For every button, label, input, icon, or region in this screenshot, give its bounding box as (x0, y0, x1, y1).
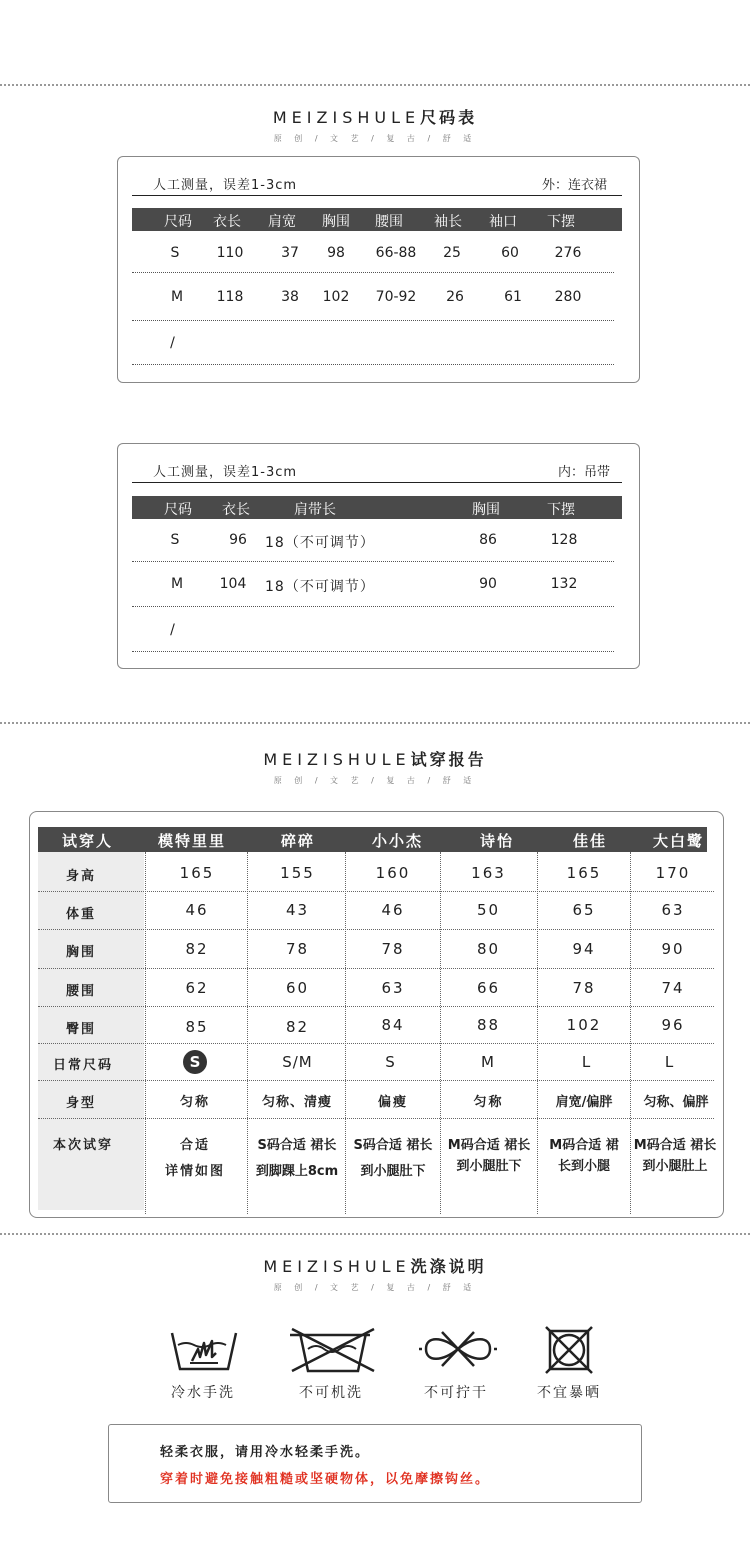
usual-size-value: L (664, 1053, 676, 1071)
table-cell: 276 (554, 245, 582, 261)
tagline: 原 创 / 文 艺 / 复 古 / 舒 适 (273, 1283, 477, 1292)
row-label: 本次试穿 (53, 1138, 114, 1153)
header-length: 衣长 (213, 214, 241, 230)
bust-value: 80 (476, 940, 501, 958)
row-label: 体重 (66, 907, 97, 922)
body-type-value: 匀称 (473, 1095, 504, 1110)
divider (0, 1233, 750, 1235)
table-cell: 61 (504, 289, 522, 305)
fit-result: M码合适 裙长 (633, 1138, 717, 1153)
height-value: 165 (179, 864, 215, 882)
header-model: 碎碎 (281, 832, 316, 850)
divider (0, 722, 750, 724)
tagline: 原 创 / 文 艺 / 复 古 / 舒 适 (273, 776, 477, 785)
fit-detail: 到脚踝上8cm (255, 1164, 339, 1179)
table-cell: 280 (554, 289, 582, 305)
table-cell: S (170, 245, 180, 261)
bust-value: 78 (381, 940, 405, 958)
hip-value: 84 (381, 1016, 405, 1034)
wash-heading (0, 1254, 750, 1293)
table-cell: / (170, 335, 175, 351)
hand-wash-icon (168, 1323, 240, 1375)
usual-size-badge (148, 1050, 242, 1074)
header-hem: 下摆 (547, 214, 575, 230)
table-cell: 37 (281, 245, 299, 261)
bust-value: 90 (661, 940, 685, 958)
weight-value: 46 (185, 901, 209, 919)
fit-result: S码合适 裙长 (257, 1138, 337, 1153)
fit-result: M码合适 裙长 (447, 1138, 531, 1153)
row-divider (132, 561, 614, 562)
header-hem: 下摆 (547, 502, 575, 518)
fit-detail: 详情如图 (164, 1164, 225, 1179)
fit-detail: 到小腿肚下 (360, 1164, 426, 1179)
wash-icon-label: 不宜暴晒 (537, 1385, 601, 1401)
table-cell: 70-92 (375, 289, 417, 305)
row-divider (132, 272, 614, 273)
header-waist: 腰围 (375, 214, 403, 230)
section-title: 尺码表 (420, 108, 478, 127)
table-cell: 90 (479, 576, 497, 592)
bust-value: 94 (572, 940, 596, 958)
wash-icon-label: 不可机洗 (299, 1385, 363, 1401)
row-divider (38, 929, 714, 930)
wash-note-line: 轻柔衣服，请用冷水轻柔手洗。 (160, 1445, 371, 1460)
tryon-header (38, 827, 707, 852)
usual-size-value: S (385, 1053, 397, 1071)
hip-value: 88 (476, 1016, 501, 1034)
caption-underline (132, 195, 622, 196)
bust-value: 82 (185, 940, 209, 958)
table-header (132, 208, 622, 231)
fit-result: M码合适 裙 (549, 1138, 619, 1153)
header-model: 模特里里 (158, 832, 227, 850)
brand-name: MEIZISHULE (272, 108, 421, 127)
header-bust: 胸围 (472, 502, 500, 518)
waist-value: 62 (185, 979, 209, 997)
tryon-heading (0, 747, 750, 786)
waist-value: 66 (476, 979, 501, 997)
row-label: 腰围 (66, 984, 97, 999)
header-model: 大白鹭 (653, 832, 705, 850)
fit-result: 合适 (179, 1138, 210, 1153)
table-cell: 128 (550, 532, 578, 548)
weight-value: 65 (572, 901, 596, 919)
no-wring-icon (418, 1328, 498, 1370)
hip-value: 82 (285, 1018, 310, 1036)
size-s-badge: S (183, 1050, 207, 1074)
size-chart-heading (0, 105, 750, 144)
table-cell: 86 (479, 532, 497, 548)
waist-value: 78 (572, 979, 596, 997)
waist-value: 74 (661, 979, 685, 997)
garment-label: 外：连衣裙 (542, 178, 608, 193)
divider (0, 84, 750, 86)
no-sun-dry-icon (544, 1325, 594, 1375)
usual-size-value: L (581, 1053, 593, 1071)
table-header (132, 496, 622, 519)
table-cell: 104 (219, 576, 247, 592)
height-value: 163 (471, 864, 506, 882)
wash-icon-label: 冷水手洗 (171, 1385, 235, 1401)
row-divider (38, 1006, 714, 1007)
height-value: 155 (280, 864, 315, 882)
row-divider (132, 320, 614, 321)
header-model: 小小杰 (372, 832, 424, 850)
header-bust: 胸围 (322, 214, 350, 230)
table-cell: 18（不可调节） (265, 535, 375, 551)
body-type-value: 匀称 (179, 1095, 210, 1110)
weight-value: 50 (476, 901, 501, 919)
table-cell: 118 (216, 289, 244, 305)
row-label: 胸围 (66, 945, 97, 960)
waist-value: 63 (381, 979, 405, 997)
hip-value: 102 (566, 1016, 602, 1034)
table-cell: S (170, 532, 180, 548)
brand-name: MEIZISHULE (263, 1257, 411, 1276)
row-divider (132, 364, 614, 365)
bust-value: 78 (285, 940, 310, 958)
header-sleeve: 袖长 (434, 214, 462, 230)
row-divider (38, 1118, 714, 1119)
table-cell: M (170, 576, 184, 592)
table-cell: 38 (281, 289, 299, 305)
table-cell: 102 (322, 289, 350, 305)
row-divider (132, 651, 614, 652)
tagline: 原 创 / 文 艺 / 复 古 / 舒 适 (273, 134, 477, 143)
row-divider (38, 1043, 714, 1044)
table-cell: 60 (501, 245, 519, 261)
table-cell: 132 (550, 576, 578, 592)
table-cell: 110 (216, 245, 244, 261)
height-value: 165 (566, 864, 602, 882)
row-label: 臀围 (66, 1022, 97, 1037)
body-type-value: 偏瘦 (377, 1095, 408, 1110)
header-corner: 试穿人 (62, 832, 114, 850)
fit-detail: 到小腿肚上 (642, 1159, 708, 1174)
wash-note-box (108, 1424, 642, 1503)
waist-value: 60 (285, 979, 310, 997)
section-title: 试穿报告 (410, 750, 487, 769)
hip-value: 96 (661, 1016, 685, 1034)
no-machine-wash-icon (288, 1325, 378, 1375)
section-title: 洗涤说明 (410, 1257, 487, 1276)
table-cell: / (170, 622, 175, 638)
body-type-value: 匀称、偏胖 (643, 1095, 709, 1110)
header-size: 尺码 (164, 214, 192, 230)
header-strap: 肩带长 (294, 502, 336, 518)
table-cell: 25 (443, 245, 461, 261)
table-cell: 98 (327, 245, 345, 261)
row-divider (38, 891, 714, 892)
wash-warning-line: 穿着时避免接触粗糙或坚硬物体，以免摩擦钩丝。 (160, 1472, 491, 1487)
hip-value: 85 (185, 1018, 209, 1036)
usual-size-value: S/M (282, 1053, 313, 1071)
body-type-value: 肩宽/偏胖 (555, 1095, 613, 1110)
caption-underline (132, 482, 622, 483)
table-cell: M (170, 289, 184, 305)
row-label: 日常尺码 (53, 1058, 114, 1073)
row-divider (38, 968, 714, 969)
header-cuff: 袖口 (489, 214, 517, 230)
table-cell: 26 (446, 289, 464, 305)
table-cell: 18（不可调节） (265, 579, 375, 595)
row-label: 身型 (66, 1096, 97, 1111)
measure-note: 人工测量，误差1-3cm (153, 465, 298, 480)
header-model: 佳佳 (573, 832, 608, 850)
table-cell: 66-88 (375, 245, 417, 261)
row-label: 身高 (66, 869, 97, 884)
fit-detail: 到小腿肚下 (456, 1159, 522, 1174)
weight-value: 46 (381, 901, 405, 919)
height-value: 160 (375, 864, 411, 882)
header-shoulder: 肩宽 (268, 214, 296, 230)
fit-detail: 长到小腿 (557, 1159, 610, 1174)
header-size: 尺码 (164, 502, 192, 518)
weight-value: 43 (285, 901, 310, 919)
usual-size-value: M (481, 1053, 496, 1071)
wash-icon-label: 不可拧干 (424, 1385, 488, 1401)
fit-result: S码合适 裙长 (353, 1138, 433, 1153)
weight-value: 63 (661, 901, 685, 919)
row-divider (132, 606, 614, 607)
height-value: 170 (655, 864, 691, 882)
table-cell: 96 (229, 532, 247, 548)
brand-name: MEIZISHULE (263, 750, 411, 769)
body-type-value: 匀称、清瘦 (261, 1095, 332, 1110)
row-divider (38, 1080, 714, 1081)
measure-note: 人工测量，误差1-3cm (153, 178, 298, 193)
header-length: 衣长 (222, 502, 250, 518)
header-model: 诗怡 (480, 832, 515, 850)
garment-label: 内：吊带 (558, 465, 611, 480)
